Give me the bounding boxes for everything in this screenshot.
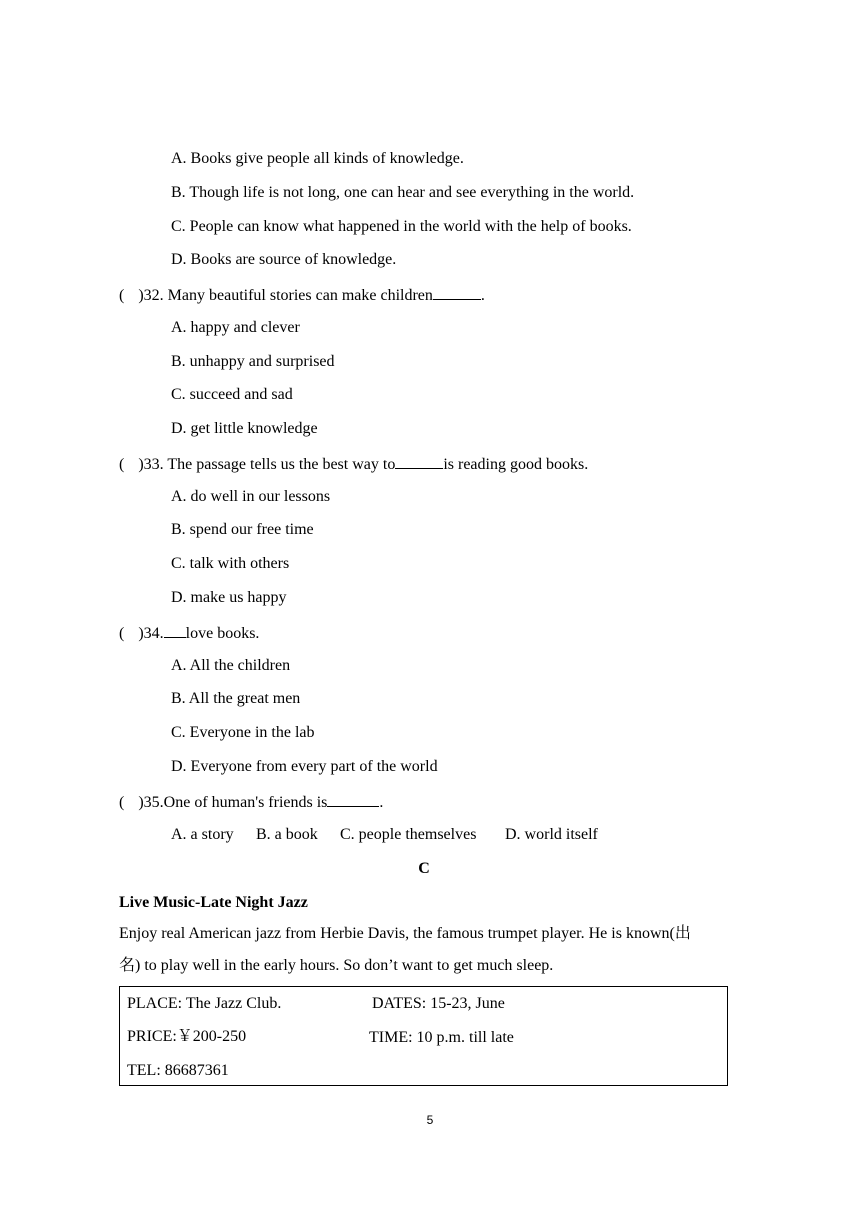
q35-option-a: A. a story bbox=[171, 826, 234, 843]
question-35-text: )35.One of human's friends is bbox=[138, 794, 328, 811]
section-intro-line-1: Enjoy real American jazz from Herbie Davis, the famous trumpet player. He is known(出 bbox=[119, 925, 691, 942]
question-34-suffix: love books. bbox=[185, 625, 260, 642]
section-title: Live Music-Late Night Jazz bbox=[119, 894, 308, 911]
q31-option-d: D. Books are source of knowledge. bbox=[171, 251, 397, 268]
answer-blank bbox=[433, 284, 481, 300]
question-35-suffix: . bbox=[379, 794, 384, 811]
question-32 bbox=[119, 284, 485, 306]
event-dates: DATES: 15-23, June bbox=[372, 995, 505, 1012]
question-34-text: )34. bbox=[138, 625, 164, 642]
event-info-box bbox=[119, 986, 728, 1086]
q31-option-b: B. Though life is not long, one can hear and see everything in the world. bbox=[171, 184, 635, 201]
question-32-text: )32. Many beautiful stories can make children bbox=[138, 287, 433, 304]
question-33 bbox=[119, 453, 588, 475]
q34-option-b: B. All the great men bbox=[171, 690, 301, 707]
section-intro-line-2: 名) to play well in the early hours. So don’t want to get much sleep. bbox=[119, 957, 554, 974]
q32-option-b: B. unhappy and surprised bbox=[171, 353, 335, 370]
q33-option-b: B. spend our free time bbox=[171, 521, 314, 538]
event-tel: TEL: 86687361 bbox=[127, 1062, 229, 1079]
q34-option-a: A. All the children bbox=[171, 657, 291, 674]
answer-blank bbox=[395, 453, 443, 469]
q33-option-c: C. talk with others bbox=[171, 555, 290, 572]
q34-option-c: C. Everyone in the lab bbox=[171, 724, 315, 741]
question-33-text: )33. The passage tells us the best way to bbox=[138, 456, 396, 473]
page-number: 5 bbox=[426, 1113, 434, 1127]
event-time: TIME: 10 p.m. till late bbox=[369, 1029, 514, 1046]
q32-option-a: A. happy and clever bbox=[171, 319, 300, 336]
q34-option-d: D. Everyone from every part of the world bbox=[171, 758, 438, 775]
q33-option-d: D. make us happy bbox=[171, 589, 287, 606]
q32-option-d: D. get little knowledge bbox=[171, 420, 318, 437]
question-35 bbox=[119, 791, 383, 813]
q35-option-c: C. people themselves bbox=[340, 826, 477, 843]
q35-option-d: D. world itself bbox=[505, 826, 598, 843]
q33-option-a: A. do well in our lessons bbox=[171, 488, 331, 505]
answer-paren: ( bbox=[119, 287, 125, 304]
answer-paren: ( bbox=[119, 456, 125, 473]
q35-option-b: B. a book bbox=[256, 826, 318, 843]
answer-blank bbox=[164, 622, 186, 638]
q32-option-c: C. succeed and sad bbox=[171, 386, 293, 403]
question-33-suffix: is reading good books. bbox=[443, 456, 589, 473]
section-letter: C bbox=[418, 860, 430, 877]
q31-option-c: C. People can know what happened in the world with the help of books. bbox=[171, 218, 632, 235]
answer-blank bbox=[327, 791, 379, 807]
question-32-suffix: . bbox=[480, 287, 485, 304]
event-place: PLACE: The Jazz Club. bbox=[127, 995, 282, 1012]
q31-option-a: A. Books give people all kinds of knowledge. bbox=[171, 150, 464, 167]
answer-paren: ( bbox=[119, 794, 125, 811]
question-34 bbox=[119, 622, 259, 644]
answer-paren: ( bbox=[119, 625, 125, 642]
event-price: PRICE:￥200-250 bbox=[127, 1028, 247, 1045]
